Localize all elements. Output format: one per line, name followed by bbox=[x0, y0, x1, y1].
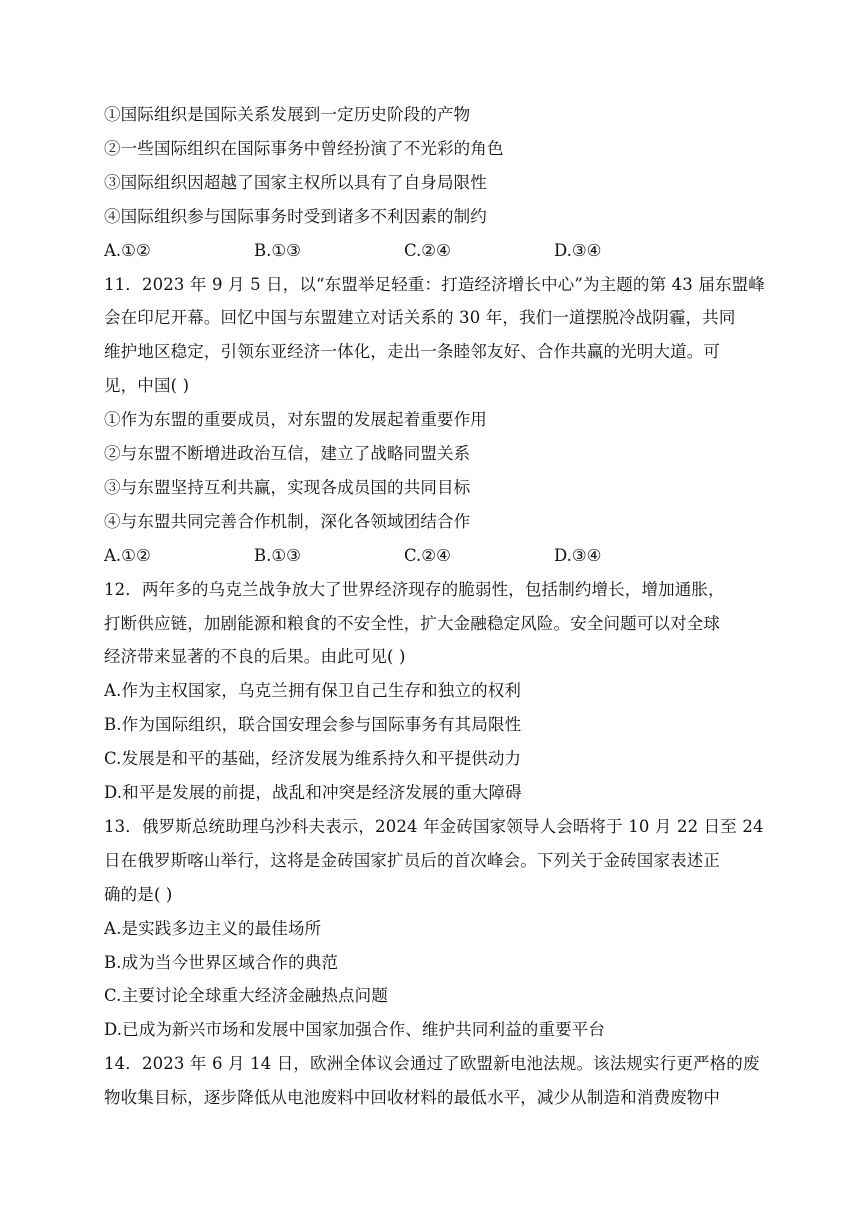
answer-option: C.②④ bbox=[404, 241, 451, 260]
text-line: ①国际组织是国际关系发展到一定历史阶段的产物 bbox=[104, 105, 471, 124]
text-line: B.成为当今世界区域合作的典范 bbox=[104, 953, 339, 972]
text-line: 确的是( ) bbox=[104, 885, 173, 904]
text-line: 12．两年多的乌克兰战争放大了世界经济现存的脆弱性，包括制约增长，增加通胀， bbox=[104, 580, 725, 599]
text-line: 13．俄罗斯总统助理乌沙科夫表示，2024 年金砖国家领导人会晤将于 10 月 22 日至 24 bbox=[104, 817, 764, 836]
answer-option: D.③④ bbox=[554, 241, 602, 260]
text-line: 日在俄罗斯喀山举行，这将是金砖国家扩员后的首次峰会。下列关于金砖国家表述正 bbox=[104, 851, 721, 870]
text-line: B.作为国际组织，联合国安理会参与国际事务有其局限性 bbox=[104, 715, 522, 734]
text-line: 14．2023 年 6 月 14 日，欧洲全体议会通过了欧盟新电池法规。该法规实行更严格的废 bbox=[104, 1054, 760, 1073]
text-line: 经济带来显著的不良的后果。由此可见( ) bbox=[104, 647, 406, 666]
text-line: ②与东盟不断增进政治互信，建立了战略同盟关系 bbox=[104, 444, 471, 463]
text-line: 物收集目标，逐步降低从电池废料中回收材料的最低水平，减少从制造和消费废物中 bbox=[104, 1088, 721, 1107]
answer-option: A.①② bbox=[104, 546, 151, 565]
text-line: 维护地区稳定，引领东亚经济一体化，走出一条睦邻友好、合作共赢的光明大道。可 bbox=[104, 342, 721, 361]
answer-option: A.①② bbox=[104, 241, 151, 260]
text-line: ④国际组织参与国际事务时受到诸多不利因素的制约 bbox=[104, 207, 487, 226]
answer-option: B.①③ bbox=[254, 241, 301, 260]
text-line: A.作为主权国家，乌克兰拥有保卫自己生存和独立的权利 bbox=[104, 681, 522, 700]
answer-options bbox=[104, 240, 764, 262]
text-line: D.和平是发展的前提，战乱和冲突是经济发展的重大障碍 bbox=[104, 783, 522, 802]
text-line: D.已成为新兴市场和发展中国家加强合作、维护共同利益的重要平台 bbox=[104, 1020, 606, 1039]
text-line: C.主要讨论全球重大经济金融热点问题 bbox=[104, 986, 388, 1005]
answer-option: C.②④ bbox=[404, 546, 451, 565]
answer-option: D.③④ bbox=[554, 546, 602, 565]
answer-option: B.①③ bbox=[254, 546, 301, 565]
text-line: ②一些国际组织在国际事务中曾经扮演了不光彩的角色 bbox=[104, 139, 504, 158]
answer-options bbox=[104, 545, 764, 567]
text-line: ③国际组织因超越了国家主权所以具有了自身局限性 bbox=[104, 173, 487, 192]
text-line: ①作为东盟的重要成员，对东盟的发展起着重要作用 bbox=[104, 410, 487, 429]
text-line: 见，中国( ) bbox=[104, 376, 190, 395]
text-line: 会在印尼开幕。回忆中国与东盟建立对话关系的 30 年，我们一道摆脱冷战阴霾，共同 bbox=[104, 308, 736, 327]
text-line: 打断供应链，加剧能源和粮食的不安全性，扩大金融稳定风险。安全问题可以对全球 bbox=[104, 614, 721, 633]
text-line: 11．2023 年 9 月 5 日，以“东盟举足轻重：打造经济增长中心”为主题的第 43 届东盟峰 bbox=[104, 275, 765, 294]
text-line: C.发展是和平的基础，经济发展为维系持久和平提供动力 bbox=[104, 749, 522, 768]
text-line: ④与东盟共同完善合作机制，深化各领域团结合作 bbox=[104, 512, 471, 531]
text-line: ③与东盟坚持互利共赢，实现各成员国的共同目标 bbox=[104, 478, 471, 497]
text-line: A.是实践多边主义的最佳场所 bbox=[104, 919, 322, 938]
